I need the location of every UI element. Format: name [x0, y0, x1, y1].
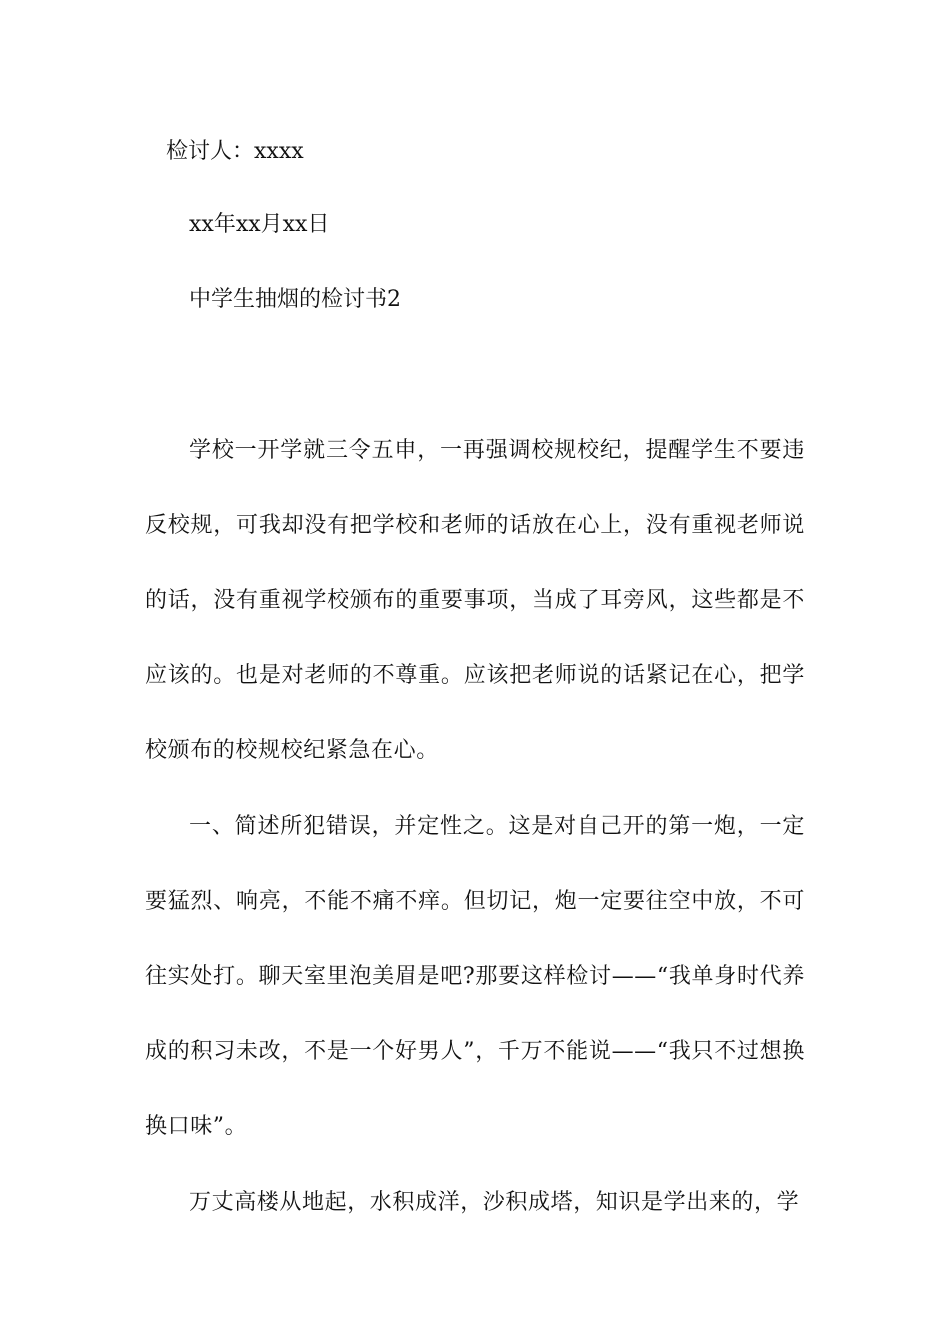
document-heading: 中学生抽烟的检讨书2	[189, 287, 401, 312]
date-line: xx年xx月xx日	[189, 212, 330, 237]
body-paragraph-1: 学校一开学就三令五申，一再强调校规校纪，提醒学生不要违反校规，可我却没有把学校和老师的话放在心上，没有重视老师说的话，没有重视学校颁布的重要事项，当成了耳旁风，这些都是不应该的。也是对老师的不尊重。应该把老师说的话紧记在心，把学校颁布的校规校纪紧急在心。	[145, 438, 805, 763]
signer-line: 检讨人：xxxx	[166, 139, 304, 164]
body-paragraph-2: 一、简述所犯错误，并定性之。这是对自己开的第一炮，一定要猛烈、响亮，不能不痛不痒。但切记，炮一定要往空中放，不可往实处打。聊天室里泡美眉是吧?那要这样检讨——“我单身时代养成的积习未改，不是一个好男人”，千万不能说——“我只不过想换换口味”。	[145, 814, 805, 1139]
body-paragraph-3: 万丈高楼从地起，水积成洋，沙积成塔，知识是学出来的，学	[189, 1190, 800, 1215]
